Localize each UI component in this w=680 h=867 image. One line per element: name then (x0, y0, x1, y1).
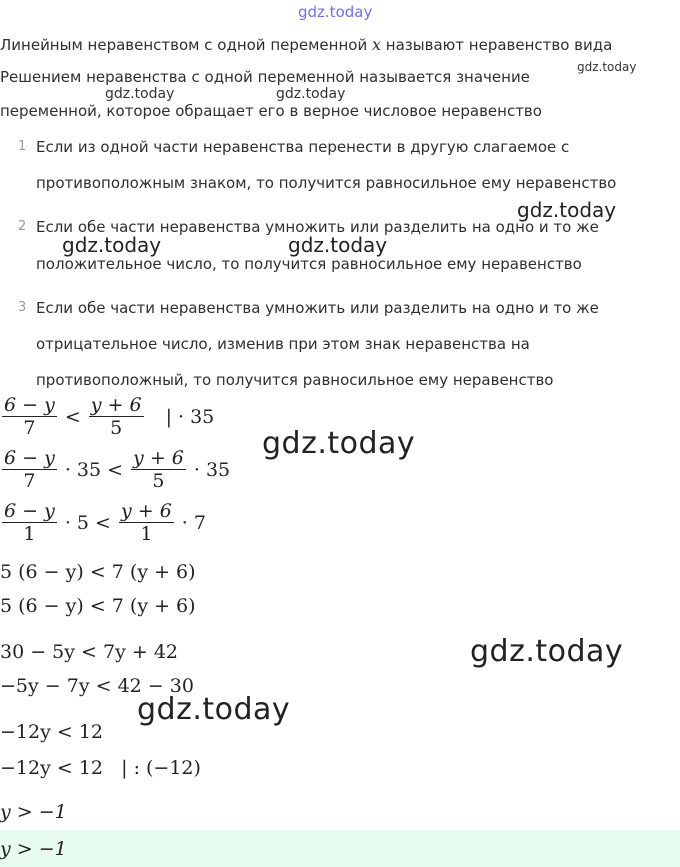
definition-text: Линейным неравенством с одной переменной (0, 36, 368, 54)
denominator: 1 (2, 522, 57, 545)
rule-2-line-2: положительное число, то получится равносильное ему неравенство (36, 255, 582, 273)
operator: · 35 < (64, 458, 124, 481)
definition-line-2: Решением неравенства с одной переменной называется значение (0, 68, 530, 86)
definition-text-end: называют неравенство вида (385, 36, 613, 54)
watermark-large: gdz.today (470, 634, 624, 669)
numerator: 6 − y (4, 394, 55, 416)
numerator: 6 − y (4, 500, 55, 522)
watermark: gdz.today (276, 86, 346, 102)
watermark-large: gdz.today (262, 426, 416, 461)
watermark: gdz.today (517, 198, 617, 222)
step-2 (0, 447, 230, 492)
fraction (2, 394, 57, 439)
operator: · 5 < (64, 511, 111, 534)
numerator: y + 6 (90, 394, 142, 416)
watermark: gdz.today (288, 233, 388, 257)
numerator: y + 6 (120, 500, 172, 522)
rule-2-line-1: Если обе части неравенства умножить или разделить на одно и то же (36, 218, 599, 236)
step-10: y > −1 (0, 801, 67, 823)
rule-3-line-1: Если обе части неравенства умножить или разделить на одно и то же (36, 299, 599, 317)
watermark: gdz.today (105, 86, 175, 102)
numerator: y + 6 (133, 447, 184, 469)
fraction (2, 500, 57, 545)
rule-number: 2 (18, 219, 27, 234)
step-8: −12y < 12 (0, 721, 104, 743)
numerator: 6 − y (4, 447, 55, 469)
denominator: 7 (2, 416, 57, 439)
rule-1-line-2: противоположным знаком, то получится равносильное ему неравенство (36, 174, 617, 192)
fraction (2, 447, 57, 492)
step-1 (0, 394, 214, 439)
rule-number: 3 (18, 300, 27, 315)
operator: · 35 (193, 458, 231, 481)
watermark-superscript: gdz.today (577, 60, 637, 74)
watermark: gdz.today (62, 233, 162, 257)
multiplier-note: | · 35 (165, 405, 215, 428)
rule-number: 1 (18, 139, 27, 154)
fraction (131, 447, 186, 492)
denominator: 1 (119, 522, 174, 545)
fraction (119, 500, 174, 545)
watermark-top: gdz.today (298, 3, 373, 21)
definition-line-3: переменной, которое обращает его в верное числовое неравенство (0, 102, 542, 120)
step-6: 30 − 5y < 7y + 42 (0, 641, 178, 663)
operator: < (64, 405, 81, 428)
step-9: −12y < 12 | : (−12) (0, 757, 201, 779)
rule-1-line-1: Если из одной части неравенства перенести в другую слагаемое с (36, 138, 570, 156)
step-4: 5 (6 − y) < 7 (y + 6) (0, 561, 196, 583)
answer-highlight (0, 830, 680, 867)
denominator: 7 (2, 469, 57, 492)
denominator: 5 (131, 469, 186, 492)
step-7: −5y − 7y < 42 − 30 (0, 675, 194, 697)
denominator: 5 (89, 416, 144, 439)
definition-line-1 (0, 35, 612, 55)
rule-3-line-2: отрицательное число, изменив при этом знак неравенства на (36, 335, 530, 353)
step-5: 5 (6 − y) < 7 (y + 6) (0, 595, 196, 617)
rule-3-line-3: противоположный, то получится равносильное ему неравенство (36, 371, 554, 389)
step-3 (0, 500, 206, 545)
operator: · 7 (181, 511, 206, 534)
watermark-large: gdz.today (137, 692, 291, 727)
final-answer: y > −1 (0, 838, 67, 860)
fraction (89, 394, 144, 439)
variable-x: x (371, 35, 382, 54)
